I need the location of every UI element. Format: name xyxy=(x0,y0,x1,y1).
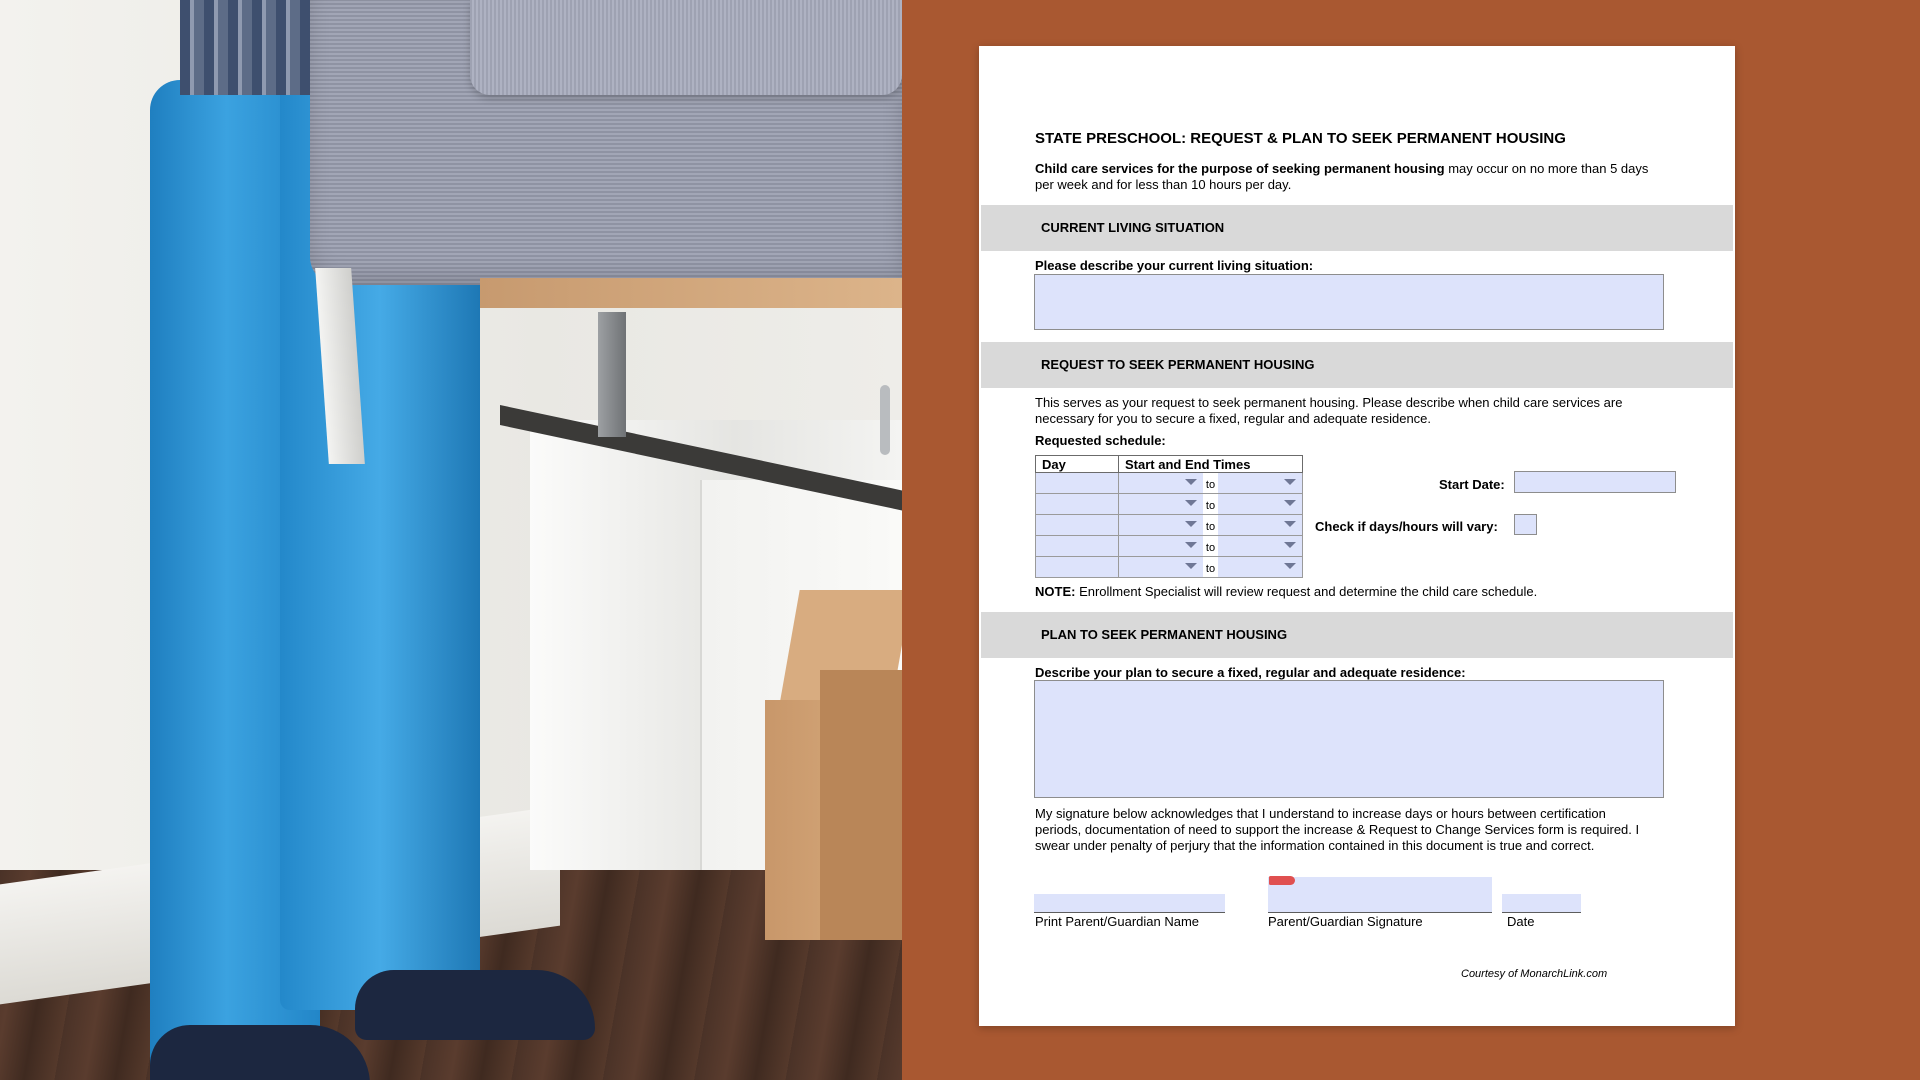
intro-bold: Child care services for the purpose of seeking permanent housing xyxy=(1035,161,1445,176)
guardian-name-label: Print Parent/Guardian Name xyxy=(1035,914,1200,929)
intro-rest: may occur on no more than 5 days per week and for less than 10 hours per day. xyxy=(1035,161,1649,192)
schedule-row xyxy=(1036,515,1303,536)
to-separator: to xyxy=(1203,557,1218,577)
signature-flag-icon xyxy=(1269,876,1295,885)
day-field[interactable] xyxy=(1036,515,1119,536)
schedule-header-row xyxy=(1036,456,1303,473)
sofa-frame xyxy=(480,278,902,308)
schedule-row xyxy=(1036,536,1303,557)
day-field[interactable] xyxy=(1036,557,1119,578)
cardboard-box-back xyxy=(820,670,902,940)
start-time-dropdown[interactable] xyxy=(1119,557,1203,577)
time-cell xyxy=(1119,557,1303,578)
section-heading: REQUEST TO SEEK PERMANENT HOUSING xyxy=(1041,357,1315,372)
request-body: This serves as your request to seek permanent housing. Please describe when child care services are necessary for you to secure a fixed, regular and adequate residence. xyxy=(1035,395,1623,426)
courtesy-text: Courtesy of MonarchLink.com xyxy=(1461,968,1608,980)
plan-field[interactable] xyxy=(1034,680,1664,798)
to-separator: to xyxy=(1203,473,1218,493)
end-time-dropdown[interactable] xyxy=(1218,515,1302,535)
chevron-down-icon xyxy=(1185,479,1197,485)
guardian-signature-label: Parent/Guardian Signature xyxy=(1268,914,1423,929)
chevron-down-icon xyxy=(1284,479,1296,485)
section-band-plan xyxy=(981,612,1733,658)
faucet xyxy=(880,385,890,455)
day-field[interactable] xyxy=(1036,536,1119,557)
note-bold: NOTE: xyxy=(1035,584,1076,599)
chevron-down-icon xyxy=(1185,500,1197,506)
date-label: Date xyxy=(1507,914,1535,929)
schedule-table xyxy=(1035,455,1303,578)
guardian-signature-field[interactable] xyxy=(1268,877,1492,913)
sofa-cushion xyxy=(470,0,902,95)
start-date-field[interactable] xyxy=(1514,471,1676,493)
chevron-down-icon xyxy=(1185,563,1197,569)
schedule-row xyxy=(1036,557,1303,578)
intro-text xyxy=(1035,161,1655,193)
chevron-down-icon xyxy=(1284,542,1296,548)
date-field[interactable] xyxy=(1502,894,1581,913)
start-time-dropdown[interactable] xyxy=(1119,494,1203,514)
note-text xyxy=(1035,584,1537,600)
chevron-down-icon xyxy=(1284,521,1296,527)
start-time-dropdown[interactable] xyxy=(1119,473,1203,493)
day-field[interactable] xyxy=(1036,473,1119,494)
start-time-dropdown[interactable] xyxy=(1119,536,1203,556)
chevron-down-icon xyxy=(1185,542,1197,548)
vary-checkbox[interactable] xyxy=(1514,514,1537,535)
form-title: STATE PRESCHOOL: REQUEST & PLAN TO SEEK PERMANENT HOUSING xyxy=(1035,130,1566,147)
time-cell xyxy=(1119,473,1303,494)
chevron-down-icon xyxy=(1185,521,1197,527)
current-living-prompt: Please describe your current living situation: xyxy=(1035,258,1314,273)
section-heading: PLAN TO SEEK PERMANENT HOUSING xyxy=(1041,627,1288,642)
end-time-dropdown[interactable] xyxy=(1218,536,1302,556)
section-band-current-living xyxy=(981,205,1733,251)
start-time-dropdown[interactable] xyxy=(1119,515,1203,535)
schedule-row xyxy=(1036,473,1303,494)
end-time-dropdown[interactable] xyxy=(1218,473,1302,493)
section-heading: CURRENT LIVING SITUATION xyxy=(1041,220,1225,235)
end-time-dropdown[interactable] xyxy=(1218,494,1302,514)
moving-sofa-photo xyxy=(0,0,902,1080)
times-header: Start and End Times xyxy=(1119,456,1303,473)
to-separator: to xyxy=(1203,494,1218,514)
chevron-down-icon xyxy=(1284,563,1296,569)
to-separator: to xyxy=(1203,515,1218,535)
day-header: Day xyxy=(1036,456,1119,473)
form-page xyxy=(979,46,1735,1026)
time-cell xyxy=(1119,536,1303,557)
vary-label: Check if days/hours will vary: xyxy=(1315,519,1498,534)
schedule-label: Requested schedule: xyxy=(1035,433,1166,448)
schedule-row xyxy=(1036,494,1303,515)
shoe-left xyxy=(150,1025,370,1080)
plaid-shirt xyxy=(180,0,310,95)
guardian-name-field[interactable] xyxy=(1034,894,1225,913)
note-rest: Enrollment Specialist will review request and determine the child care schedule. xyxy=(1075,584,1538,599)
time-cell xyxy=(1119,494,1303,515)
end-time-dropdown[interactable] xyxy=(1218,557,1302,577)
chevron-down-icon xyxy=(1284,500,1296,506)
section-band-request xyxy=(981,342,1733,388)
sofa-leg-metal xyxy=(598,312,626,437)
start-date-label: Start Date: xyxy=(1439,477,1505,492)
acknowledgement-text: My signature below acknowledges that I understand to increase days or hours between certification periods, documentation of need to support the increase & Request to Change Services form is required. I swear under penalty of perjury that the information contained in this document is true and correct. xyxy=(1035,806,1640,853)
time-cell xyxy=(1119,515,1303,536)
to-separator: to xyxy=(1203,536,1218,556)
plan-prompt: Describe your plan to secure a fixed, regular and adequate residence: xyxy=(1035,665,1466,680)
current-living-field[interactable] xyxy=(1034,274,1664,330)
day-field[interactable] xyxy=(1036,494,1119,515)
shoe-right xyxy=(355,970,595,1040)
